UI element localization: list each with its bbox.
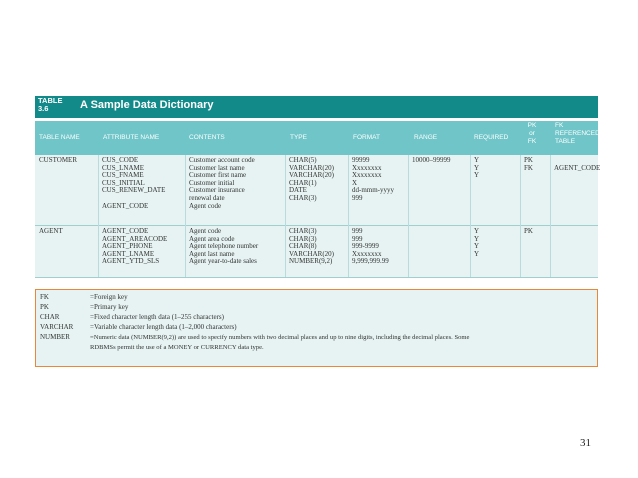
pkfk-cell: FK — [524, 163, 533, 172]
header-attribute-name: ATTRIBUTE NAME — [103, 134, 160, 141]
attribute-cell: AGENT_CODE — [102, 201, 149, 210]
legend-definition: =Variable character length data (1–2,000 characters) — [90, 323, 237, 331]
contents-cell: renewal date — [189, 193, 225, 202]
abbreviation-legend — [35, 289, 598, 367]
table-name-customer: CUSTOMER — [39, 156, 77, 164]
format-cell: 999 — [352, 227, 363, 235]
column-divider — [98, 155, 99, 277]
header-type: TYPE — [290, 134, 307, 141]
format-column-agent — [352, 228, 389, 266]
legend-term: NUMBER — [40, 333, 70, 341]
format-cell: dd-mmm-yyyy — [352, 186, 394, 195]
type-cell: VARCHAR(20) — [289, 249, 334, 258]
format-cell: Xxxxxxxx — [352, 163, 382, 172]
contents-column-agent — [189, 228, 258, 266]
legend-term: VARCHAR — [40, 323, 74, 331]
attribute-cell: CUS_LNAME — [102, 163, 145, 172]
contents-cell: Customer account code — [189, 156, 255, 164]
required-column-agent — [474, 228, 479, 258]
legend-definition: =Foreign key — [90, 293, 128, 301]
format-column-customer — [352, 157, 394, 203]
header-contents: CONTENTS — [189, 134, 225, 141]
attribute-cell: CUS_CODE — [102, 156, 139, 164]
legend-term: FK — [40, 293, 49, 301]
row-divider — [35, 225, 598, 226]
type-cell: CHAR(3) — [289, 193, 317, 202]
type-cell: CHAR(3) — [289, 234, 317, 243]
header-fk-referenced-table: FK REFERENCED TABLE — [555, 122, 600, 145]
type-cell: VARCHAR(20) — [289, 171, 334, 180]
contents-cell: Customer first name — [189, 171, 247, 180]
format-cell: 999 — [352, 193, 363, 202]
required-cell: Y — [474, 156, 480, 164]
format-cell: Xxxxxxxx — [352, 171, 382, 180]
attribute-column-customer — [102, 157, 165, 210]
range-column-customer — [412, 157, 451, 165]
legend-term: CHAR — [40, 313, 60, 321]
format-cell: 999 — [352, 234, 363, 243]
column-divider — [285, 155, 286, 277]
legend-term: PK — [40, 303, 49, 311]
contents-cell: Customer last name — [189, 163, 245, 172]
attribute-cell: AGENT_AREACODE — [102, 234, 168, 243]
header-format: FORMAT — [353, 134, 380, 141]
header-range: RANGE — [414, 134, 438, 141]
contents-cell: Agent code — [189, 201, 222, 210]
contents-cell: Customer insurance — [189, 186, 245, 195]
pkfk-cell: PK — [524, 227, 533, 235]
attribute-column-agent — [102, 228, 167, 266]
attribute-cell: AGENT_LNAME — [102, 249, 155, 258]
type-cell: NUMBER(9,2) — [289, 257, 333, 266]
attribute-cell: AGENT_CODE — [102, 227, 149, 235]
type-cell: CHAR(1) — [289, 178, 317, 187]
pkfk-cell: PK — [524, 156, 533, 164]
legend-definition: =Fixed character length data (1–255 characters) — [90, 313, 224, 321]
required-cell: Y — [474, 234, 480, 243]
required-cell: Y — [474, 249, 480, 258]
fkref-cell: AGENT_CODE — [554, 163, 601, 172]
column-divider — [470, 155, 471, 277]
row-divider — [35, 277, 598, 278]
required-cell: Y — [474, 242, 480, 251]
type-column-customer — [289, 157, 334, 203]
type-column-agent — [289, 228, 334, 266]
attribute-cell: CUS_FNAME — [102, 171, 144, 180]
column-divider — [520, 155, 521, 277]
contents-column-customer — [189, 157, 255, 210]
required-cell: Y — [474, 227, 480, 235]
type-cell: CHAR(8) — [289, 242, 317, 251]
format-cell: 9,999,999.99 — [352, 257, 389, 266]
header-pk-or-fk: PK or FK — [527, 122, 537, 145]
contents-cell: Agent code — [189, 227, 222, 235]
column-divider — [348, 155, 349, 277]
header-required: REQUIRED — [474, 134, 509, 141]
table-name-agent: AGENT — [39, 227, 63, 235]
contents-cell: Customer initial — [189, 178, 235, 187]
contents-cell: Agent year-to-date sales — [189, 257, 257, 266]
column-divider — [550, 155, 551, 277]
attribute-cell: AGENT_PHONE — [102, 242, 153, 251]
format-cell: X — [352, 178, 358, 187]
type-cell: CHAR(3) — [289, 227, 317, 235]
header-table-name: TABLE NAME — [39, 134, 80, 141]
table-title: A Sample Data Dictionary — [80, 99, 214, 111]
legend-definition: =Numeric data (NUMBER(9,2)) are used to specify numbers with two decimal places and up to nine digits, including the decimal places. Some — [90, 334, 470, 341]
fkref-column-customer — [554, 157, 600, 172]
pkfk-column-agent — [524, 228, 533, 236]
table-title-bar — [35, 96, 598, 118]
column-divider — [408, 155, 409, 277]
legend-definition: =Primary key — [90, 303, 129, 311]
range-cell: 10000–99999 — [412, 156, 451, 164]
required-column-customer — [474, 157, 479, 180]
table-number: TABLE 3.6 — [38, 96, 63, 113]
contents-cell: Agent area code — [189, 234, 235, 243]
format-cell: 999-9999 — [352, 242, 379, 251]
type-cell: CHAR(5) — [289, 156, 317, 164]
page-number: 31 — [580, 437, 591, 449]
contents-cell: Agent last name — [189, 249, 235, 258]
required-cell: Y — [474, 163, 480, 172]
column-divider — [185, 155, 186, 277]
attribute-cell: CUS_INITIAL — [102, 178, 145, 187]
table-header-row — [35, 121, 598, 155]
type-cell: VARCHAR(20) — [289, 163, 334, 172]
attribute-cell: AGENT_YTD_SLS — [102, 257, 160, 266]
type-cell: DATE — [289, 186, 307, 195]
attribute-cell: CUS_RENEW_DATE — [102, 186, 166, 195]
format-cell: 99999 — [352, 156, 370, 164]
required-cell: Y — [474, 171, 480, 180]
contents-cell: Agent telephone number — [189, 242, 259, 251]
pkfk-column-customer — [524, 157, 533, 172]
legend-definition: RDBMSs permit the use of a MONEY or CURRENCY data type. — [90, 344, 264, 351]
format-cell: Xxxxxxxx — [352, 249, 382, 258]
